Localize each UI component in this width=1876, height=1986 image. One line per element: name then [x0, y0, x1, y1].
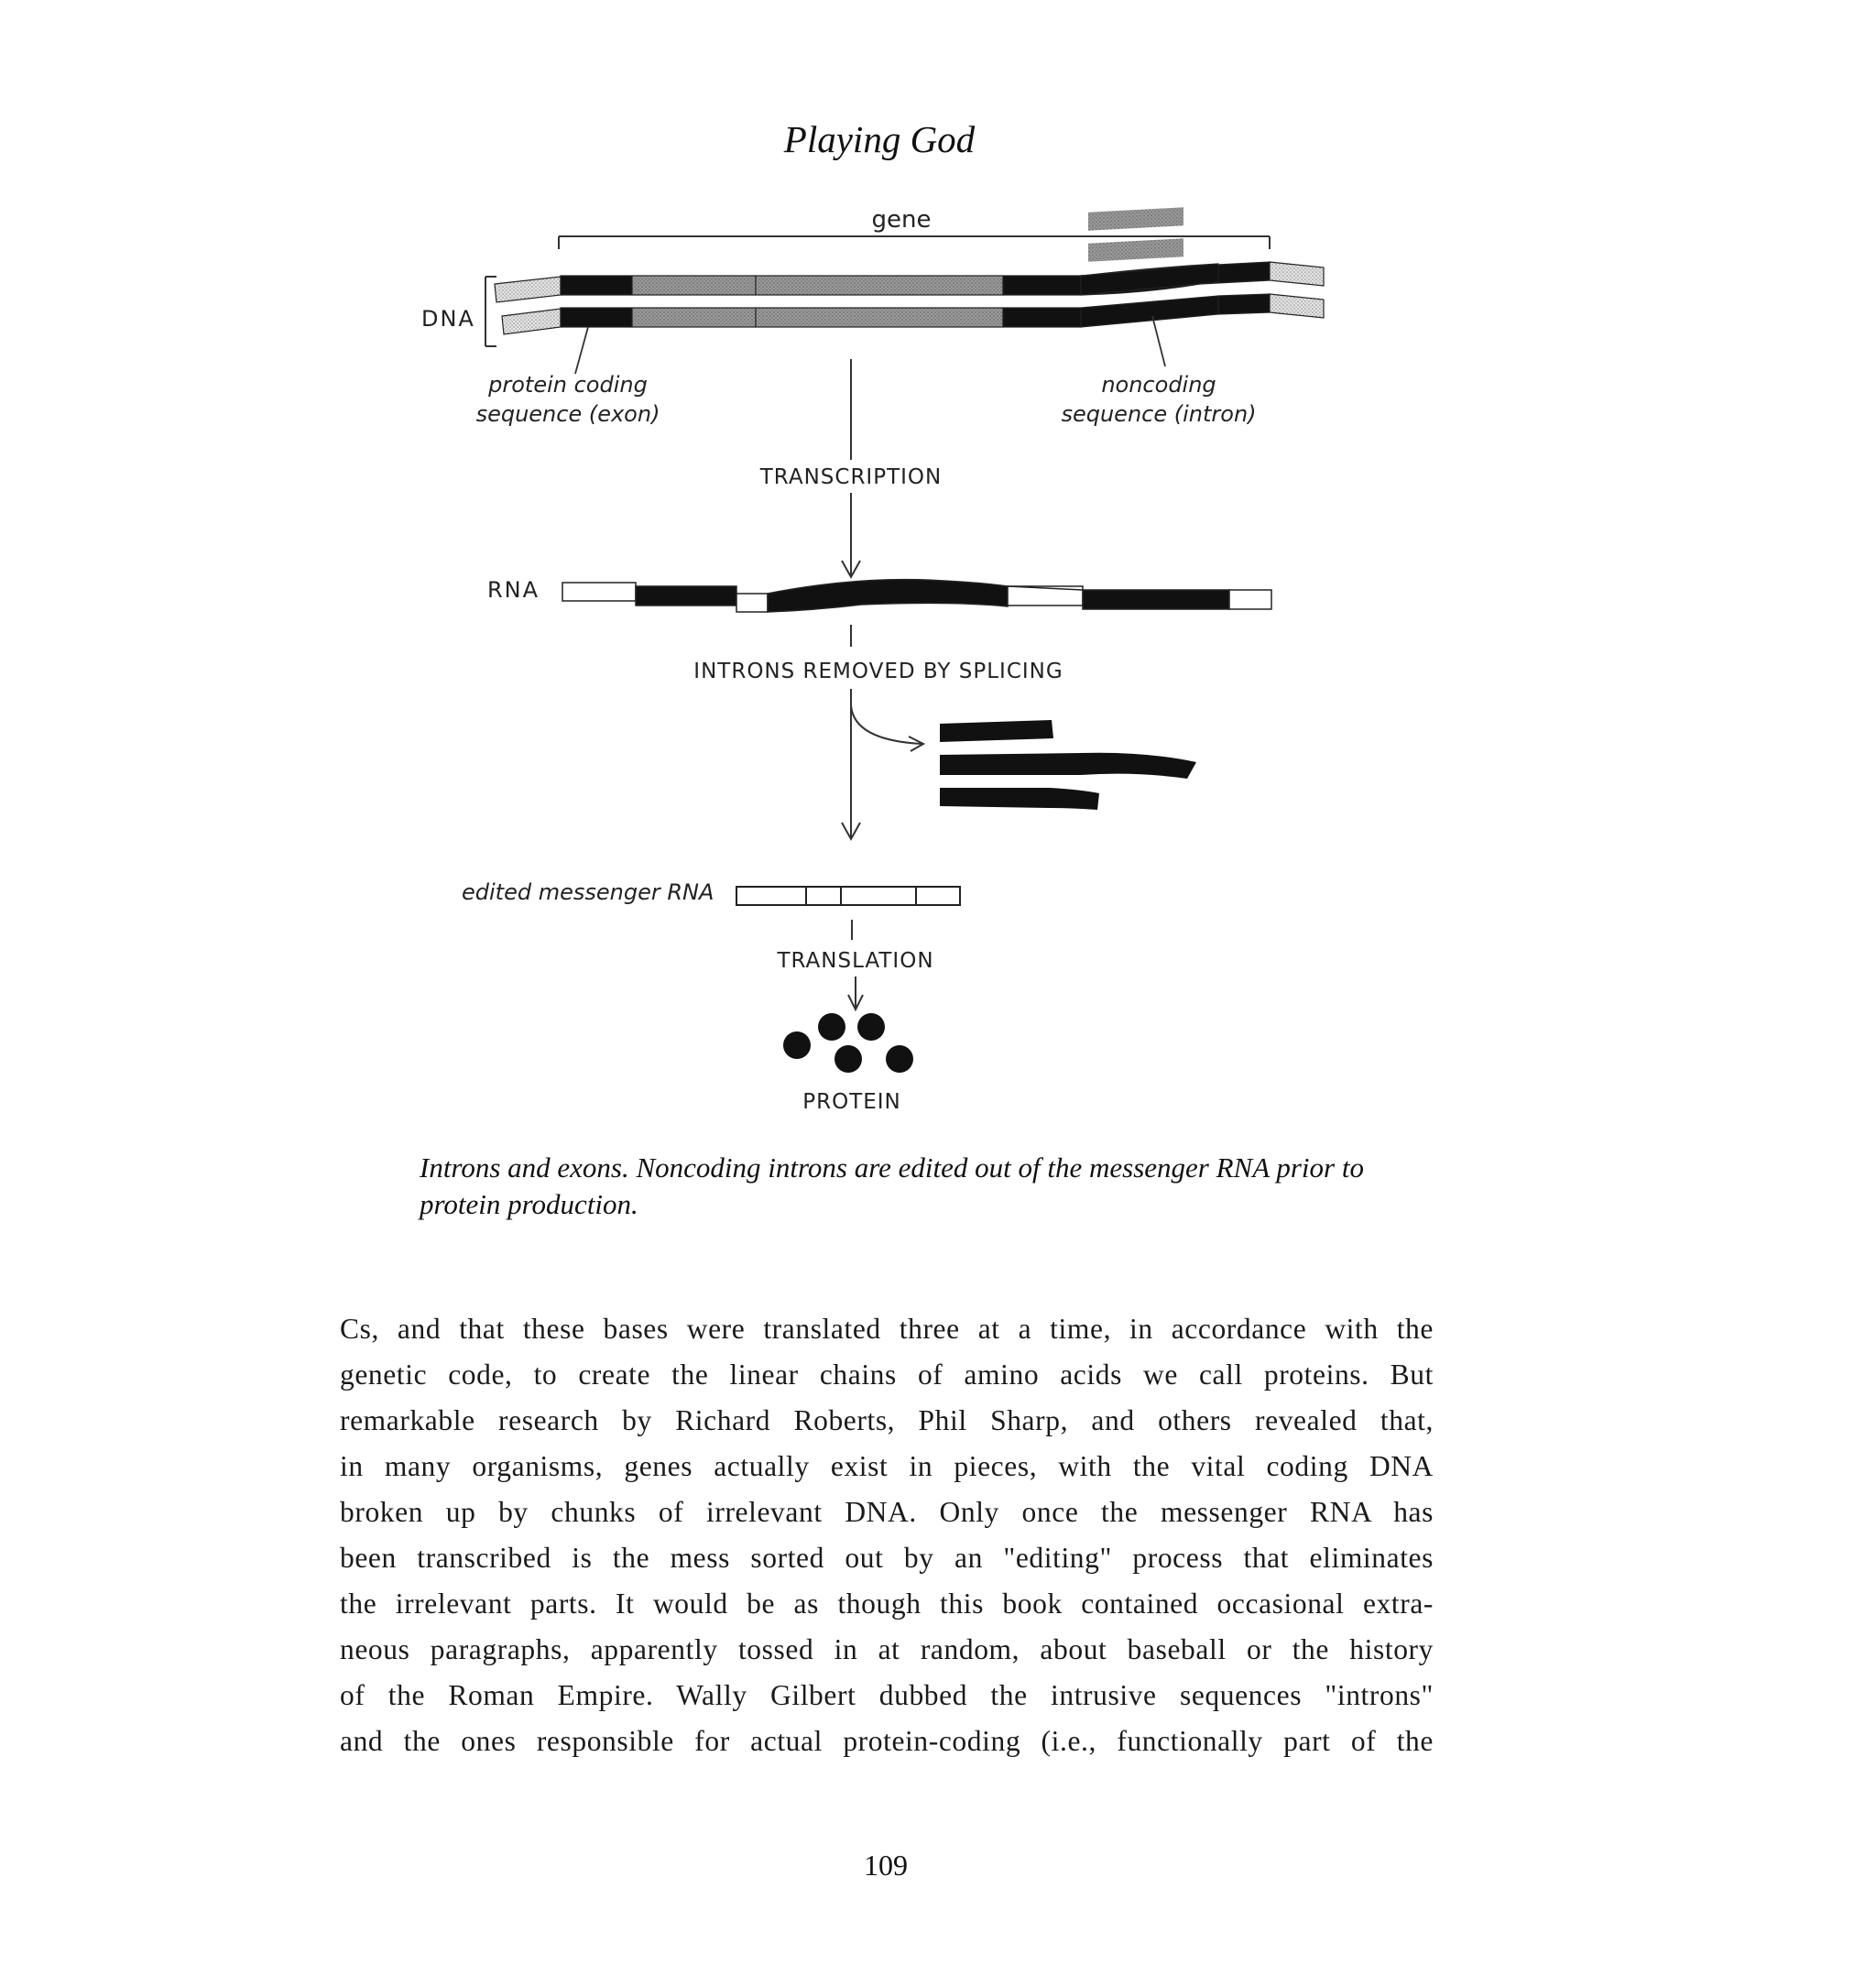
intron-exon-figure — [0, 192, 1876, 1145]
body-line: broken up by chunks of irrelevant DNA. Only once the messenger RNA has — [340, 1496, 1434, 1528]
page-number: 109 — [864, 1849, 908, 1882]
body-line: genetic code, to create the linear chains of amino acids we call proteins. But — [340, 1359, 1434, 1391]
gene-label: gene — [871, 206, 932, 234]
running-head: Playing God — [783, 118, 976, 160]
body-line: in many organisms, genes actually exist in pieces, with the vital coding DNA — [340, 1450, 1434, 1482]
body-text — [340, 1306, 1434, 1764]
body-line: the irrelevant parts. It would be as though this book contained occasional extra- — [340, 1588, 1434, 1620]
exon-pointer — [575, 327, 588, 374]
transcription-label: TRANSCRIPTION — [759, 465, 943, 489]
body-line: neous paragraphs, apparently tossed in at random, about baseball or the history — [340, 1633, 1434, 1665]
body-line: remarkable research by Richard Roberts, Phil Sharp, and others revealed that, — [340, 1404, 1434, 1436]
removed-introns — [940, 720, 1196, 810]
body-line: of the Roman Empire. Wally Gilbert dubbed the intrusive sequences "introns" — [340, 1679, 1434, 1711]
body-line: and the ones responsible for actual protein-coding (i.e., functionally part of the — [340, 1725, 1434, 1757]
figure-caption: Introns and exons. Noncoding introns are edited out of the messenger RNA prior to protein production. — [420, 1151, 1364, 1220]
body-line: Cs, and that these bases were translated three at a time, in accordance with the — [340, 1313, 1434, 1345]
protein-label: PROTEIN — [802, 1090, 901, 1114]
splicing-label: INTRONS REMOVED BY SPLICING — [693, 660, 1063, 683]
mrna-strand — [736, 887, 960, 905]
intron-label-line2: sequence (intron) — [1061, 401, 1257, 427]
exon-label-line2: sequence (exon) — [475, 401, 660, 427]
mrna-label: edited messenger RNA — [462, 879, 714, 905]
body-line: been transcribed is the mess sorted out by an "editing" process that eliminates — [340, 1542, 1434, 1574]
dna-label: DNA — [421, 306, 475, 332]
rna-strand — [562, 580, 1271, 612]
protein-molecules — [783, 1013, 913, 1073]
intron-label-line1: noncoding — [1101, 372, 1216, 398]
exon-label-line1: protein coding — [488, 372, 648, 398]
translation-label: TRANSLATION — [777, 949, 934, 973]
rna-label: RNA — [487, 577, 540, 603]
intron-pointer — [1152, 316, 1165, 366]
